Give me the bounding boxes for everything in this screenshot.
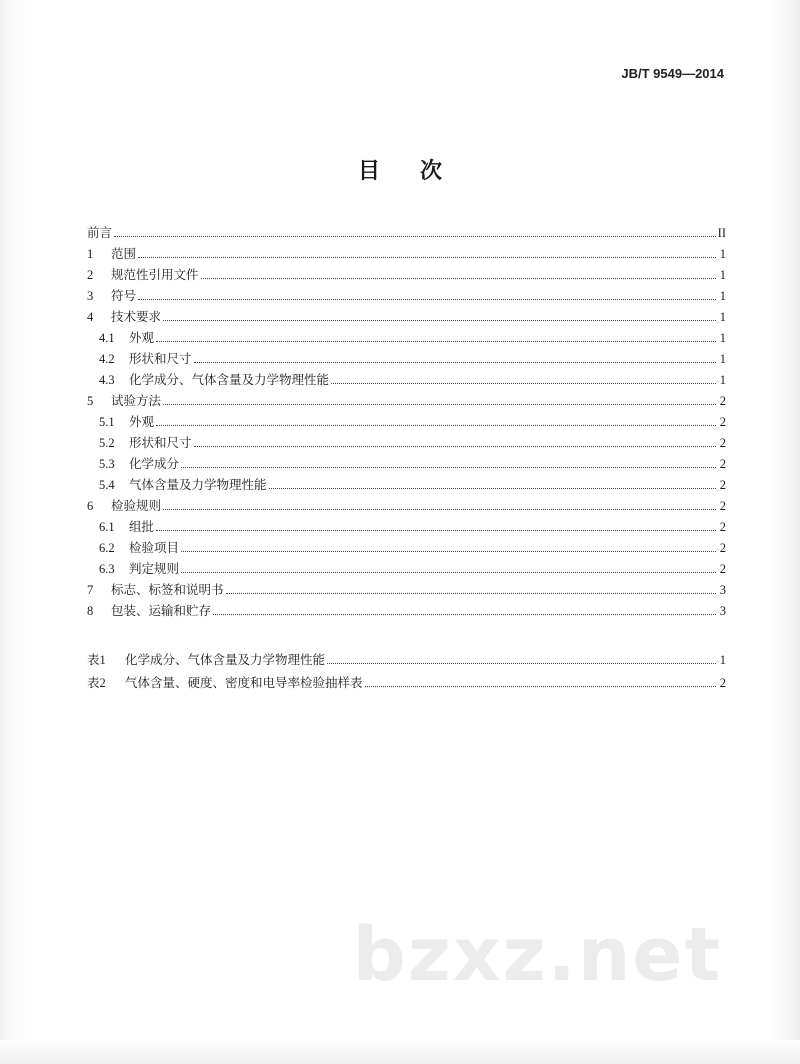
dot-leader	[269, 487, 716, 489]
toc-entry[interactable]	[87, 346, 726, 367]
dot-leader	[163, 403, 716, 405]
toc-entry-number: 2	[87, 268, 94, 282]
dot-leader	[365, 685, 716, 687]
toc-entry-label: 形状和尺寸	[129, 435, 192, 450]
toc-entry-label: 检验项目	[129, 540, 180, 555]
dot-leader	[114, 235, 716, 237]
dot-leader	[138, 256, 716, 258]
dot-leader	[181, 571, 716, 573]
document-code: JB/T 9549—2014	[621, 66, 724, 81]
toc-entry[interactable]	[87, 472, 726, 493]
toc-entry[interactable]	[87, 304, 726, 325]
toc-entry-page: 2	[719, 457, 726, 471]
toc-entry-page: 2	[719, 415, 726, 429]
toc-entry-number: 7	[87, 583, 94, 597]
toc-entry-page: 1	[719, 268, 726, 282]
toc-title-part1: 目	[357, 159, 380, 184]
toc-entry-page: 1	[719, 310, 726, 324]
toc-entry-page: 2	[719, 499, 726, 513]
toc-entry-page: 3	[719, 604, 726, 618]
toc-entry-number: 8	[87, 604, 94, 618]
toc-entry-number: 表1	[87, 653, 106, 667]
toc-entry-page: 1	[719, 289, 726, 303]
toc-entry-number: 4.2	[99, 352, 115, 366]
toc-entry-label: 技术要求	[111, 309, 162, 324]
toc-entry-label: 范围	[111, 246, 137, 261]
dot-leader	[163, 319, 716, 321]
toc-entry-page: 1	[719, 247, 726, 261]
toc-entry[interactable]	[87, 388, 726, 409]
toc-entry-label: 符号	[111, 288, 137, 303]
dot-leader	[181, 466, 716, 468]
toc-entry-label: 包装、运输和贮存	[111, 603, 212, 618]
toc-entry-number: 5.1	[99, 415, 115, 429]
toc-entry-page: 1	[719, 331, 726, 345]
toc-entry[interactable]	[87, 262, 726, 283]
toc-entry-label: 检验规则	[111, 498, 162, 513]
toc-entry-page: 1	[719, 352, 726, 366]
toc-entry-page: 2	[719, 541, 726, 555]
toc-entry[interactable]	[87, 514, 726, 535]
toc-entry-label: 化学成分、气体含量及力学物理性能	[125, 652, 326, 667]
dot-leader	[201, 277, 716, 279]
toc-entry-page: 2	[719, 676, 726, 690]
toc-entry-number: 4.3	[99, 373, 115, 387]
toc-title	[0, 154, 800, 185]
toc-entry-label: 试验方法	[111, 393, 162, 408]
dot-leader	[156, 340, 716, 342]
toc-entry-label: 气体含量、硬度、密度和电导率检验抽样表	[125, 675, 363, 690]
toc-entry-page: 2	[719, 520, 726, 534]
toc-entry[interactable]	[87, 577, 726, 598]
toc-entry-page: 2	[719, 562, 726, 576]
toc-entry-page: 2	[719, 436, 726, 450]
toc-entry[interactable]	[87, 430, 726, 451]
toc-entry-page: II	[717, 226, 726, 240]
toc-entry-number: 4.1	[99, 331, 115, 345]
table-entry[interactable]	[87, 645, 726, 668]
toc-entry-label: 化学成分、气体含量及力学物理性能	[129, 372, 330, 387]
toc-entry-page: 1	[719, 373, 726, 387]
dot-leader	[226, 592, 716, 594]
toc-entry-number: 3	[87, 289, 94, 303]
dot-leader	[156, 424, 716, 426]
toc-entry-number: 6.3	[99, 562, 115, 576]
toc-entry[interactable]	[87, 409, 726, 430]
toc-entry[interactable]	[87, 367, 726, 388]
toc-entry-label: 标志、标签和说明书	[111, 582, 224, 597]
toc-entry[interactable]	[87, 451, 726, 472]
toc-entry-number: 4	[87, 310, 94, 324]
dot-leader	[156, 529, 716, 531]
toc-entry-number: 5.3	[99, 457, 115, 471]
toc-entry-number: 5.2	[99, 436, 115, 450]
toc-entry-label: 规范性引用文件	[111, 267, 199, 282]
toc-title-part2: 次	[420, 159, 443, 184]
toc-entry-label: 前言	[87, 225, 113, 240]
table-entry[interactable]	[87, 668, 726, 691]
toc-entry-page: 3	[719, 583, 726, 597]
toc-entry-label: 形状和尺寸	[129, 351, 192, 366]
table-list	[87, 645, 726, 691]
toc-entry[interactable]	[87, 220, 726, 241]
toc-entry[interactable]	[87, 283, 726, 304]
toc-entry-number: 5	[87, 394, 94, 408]
dot-leader	[194, 361, 716, 363]
toc-entry[interactable]	[87, 493, 726, 514]
watermark: bzxz.net	[352, 912, 722, 998]
toc-entry-label: 外观	[129, 330, 155, 345]
toc-entry[interactable]	[87, 325, 726, 346]
toc-entry-page: 1	[719, 653, 726, 667]
toc-entry[interactable]	[87, 556, 726, 577]
dot-leader	[181, 550, 716, 552]
toc-list	[87, 220, 726, 619]
toc-entry-number: 6	[87, 499, 94, 513]
toc-entry-label: 气体含量及力学物理性能	[129, 477, 267, 492]
toc-entry-label: 化学成分	[129, 456, 180, 471]
toc-entry[interactable]	[87, 598, 726, 619]
toc-entry-number: 表2	[87, 676, 106, 690]
page-bottom-edge	[0, 1040, 800, 1064]
toc-entry-label: 判定规则	[129, 561, 180, 576]
toc-entry-number: 6.1	[99, 520, 115, 534]
dot-leader	[194, 445, 716, 447]
dot-leader	[331, 382, 716, 384]
dot-leader	[213, 613, 716, 615]
toc-entry-page: 2	[719, 478, 726, 492]
toc-entry-number: 1	[87, 247, 94, 261]
toc-entry-label: 外观	[129, 414, 155, 429]
toc-entry-number: 6.2	[99, 541, 115, 555]
dot-leader	[138, 298, 716, 300]
toc-entry[interactable]	[87, 535, 726, 556]
toc-entry-page: 2	[719, 394, 726, 408]
toc-entry-label: 组批	[129, 519, 155, 534]
toc-entry[interactable]	[87, 241, 726, 262]
toc-entry-number: 5.4	[99, 478, 115, 492]
dot-leader	[327, 662, 716, 664]
dot-leader	[163, 508, 716, 510]
